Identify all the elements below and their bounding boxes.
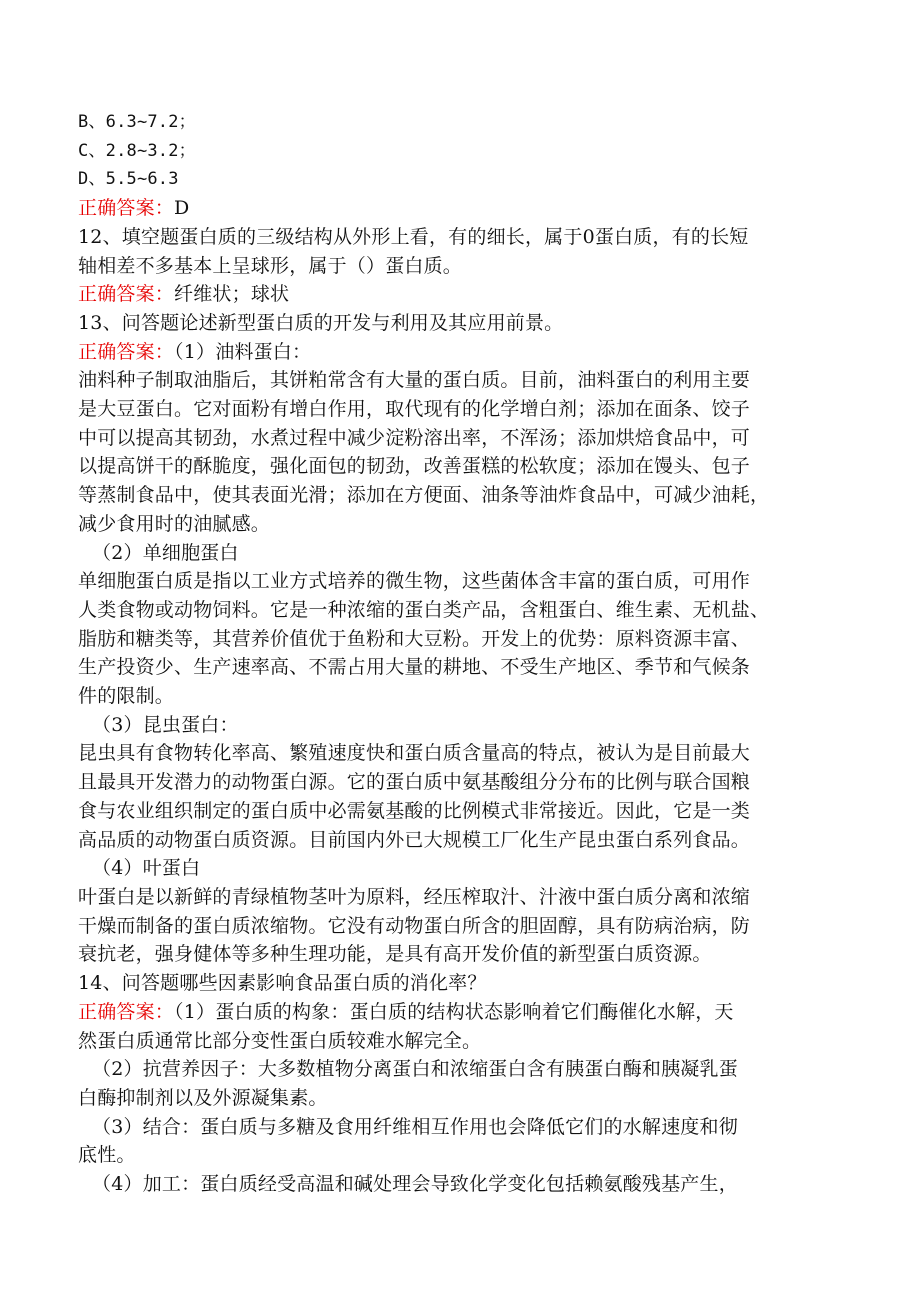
answer-label: 正确答案： <box>78 283 175 306</box>
line-text: 以提高饼干的酥脆度，强化面包的韧劲，改善蛋糕的松软度；添加在馒头、包子 <box>78 455 751 478</box>
body-line <box>78 309 848 338</box>
body-line <box>78 366 848 395</box>
line-text: 人类食物或动物饲料。它是一种浓缩的蛋白类产品，含粗蛋白、维生素、无机盐、 <box>78 598 770 621</box>
body-line <box>78 940 848 969</box>
subheading-line <box>78 539 848 568</box>
line-text: （2）抗营养因子：大多数植物分离蛋白和浓缩蛋白含有胰蛋白酶和胰凝乳蛋 <box>92 1058 738 1081</box>
body-line <box>78 596 848 625</box>
line-text: 是大豆蛋白。它对面粉有增白作用，取代现有的化学增白剂；添加在面条、饺子 <box>78 398 751 421</box>
line-text: 且最具开发潜力的动物蛋白源。它的蛋白质中氨基酸组分分布的比例与联合国粮 <box>78 771 751 794</box>
body-line <box>78 481 848 510</box>
line-text: 然蛋白质通常比部分变性蛋白质较难水解完全。 <box>78 1029 482 1052</box>
line-text: 脂肪和糖类等，其营养价值优于鱼粉和大豆粉。开发上的优势：原料资源丰富、 <box>78 627 751 650</box>
line-text: 油料种子制取油脂后，其饼粕常含有大量的蛋白质。目前，油料蛋白的利用主要 <box>78 369 751 392</box>
line-text: 等蒸制食品中，使其表面光滑；添加在方便面、油条等油炸食品中，可减少油耗， <box>78 484 770 507</box>
body-line <box>78 223 848 252</box>
line-text: 生产投资少、生产速率高、不需占用大量的耕地、不受生产地区、季节和气候条 <box>78 656 751 679</box>
body-line <box>78 682 848 711</box>
line-text: C、2.8~3.2； <box>78 140 196 161</box>
line-text: D、5.5~6.3 <box>78 169 179 190</box>
subheading-line <box>78 1055 848 1084</box>
line-text: 叶蛋白是以新鲜的青绿植物茎叶为原料，经压榨取汁、汁液中蛋白质分离和浓缩 <box>78 885 751 908</box>
line-text: （1）蛋白质的构象：蛋白质的结构状态影响着它们酶催化水解，天 <box>174 1000 734 1023</box>
body-line <box>78 969 848 998</box>
line-text: 白酶抑制剂以及外源凝集素。 <box>78 1086 328 1109</box>
subheading-line <box>78 1113 848 1142</box>
subheading-line <box>78 854 848 883</box>
body-line <box>78 452 848 481</box>
body-line <box>78 826 848 855</box>
line-text: （4）加工：蛋白质经受高温和碱处理会导致化学变化包括赖氨酸残基产生， <box>92 1173 738 1196</box>
answer-line <box>78 338 848 367</box>
document-page <box>78 108 848 1199</box>
line-text: 底性。 <box>78 1144 136 1167</box>
line-text: B、6.3~7.2； <box>78 112 196 132</box>
line-text: （1）油料蛋白： <box>174 340 312 363</box>
option-line <box>78 165 848 194</box>
body-line <box>78 912 848 941</box>
line-text: 中可以提高其韧劲，水煮过程中减少淀粉溶出率，不浑汤；添加烘焙食品中，可 <box>78 426 751 449</box>
line-text: 减少食用时的油腻感。 <box>78 512 271 535</box>
line-text: （2）单细胞蛋白 <box>92 541 239 564</box>
body-line <box>78 1027 848 1056</box>
answer-label: 正确答案： <box>78 340 175 363</box>
body-line <box>78 510 848 539</box>
line-text: 件的限制。 <box>78 685 175 708</box>
line-text: 14、问答题哪些因素影响食品蛋白质的消化率？ <box>78 972 487 995</box>
answer-label: 正确答案： <box>78 1000 175 1023</box>
subheading-line <box>78 1170 848 1199</box>
body-line <box>78 567 848 596</box>
answer-line <box>78 280 848 309</box>
line-text: 纤维状；球状 <box>174 283 290 306</box>
line-text: 轴相差不多基本上呈球形，属于（）蛋白质。 <box>78 254 463 277</box>
answer-line <box>78 998 848 1027</box>
answer-label: 正确答案： <box>78 197 175 220</box>
body-line <box>78 625 848 654</box>
line-text: 干燥而制备的蛋白质浓缩物。它没有动物蛋白所含的胆固醇，具有防病治病，防 <box>78 914 751 937</box>
body-line <box>78 1084 848 1113</box>
body-line <box>78 395 848 424</box>
body-line <box>78 883 848 912</box>
body-line <box>78 653 848 682</box>
body-line <box>78 252 848 281</box>
line-text: 12、填空题蛋白质的三级结构从外形上看，有的细长，属于0蛋白质，有的长短 <box>78 225 749 248</box>
line-text: 13、问答题论述新型蛋白质的开发与利用及其应用前景。 <box>78 311 564 334</box>
line-text: 衰抗老，强身健体等多种生理功能，是具有高开发价值的新型蛋白质资源。 <box>78 943 712 966</box>
line-text: （3）结合：蛋白质与多糖及食用纤维相互作用也会降低它们的水解速度和彻 <box>92 1115 738 1138</box>
line-text: 昆虫具有食物转化率高、繁殖速度快和蛋白质含量高的特点，被认为是目前最大 <box>78 742 751 765</box>
body-line <box>78 1141 848 1170</box>
subheading-line <box>78 711 848 740</box>
line-text: 高品质的动物蛋白质资源。目前国内外已大规模工厂化生产昆虫蛋白系列食品。 <box>78 828 751 851</box>
line-text: 食与农业组织制定的蛋白质中必需氨基酸的比例模式非常接近。因此，它是一类 <box>78 799 751 822</box>
option-line <box>78 137 848 166</box>
body-line <box>78 424 848 453</box>
answer-line <box>78 194 848 223</box>
line-text: 单细胞蛋白质是指以工业方式培养的微生物，这些菌体含丰富的蛋白质，可用作 <box>78 570 751 593</box>
line-text: D <box>174 197 190 220</box>
line-text: （3）昆虫蛋白： <box>92 713 239 736</box>
body-line <box>78 768 848 797</box>
line-text: （4）叶蛋白 <box>92 857 201 880</box>
body-line <box>78 739 848 768</box>
body-line <box>78 797 848 826</box>
option-line <box>78 108 848 137</box>
